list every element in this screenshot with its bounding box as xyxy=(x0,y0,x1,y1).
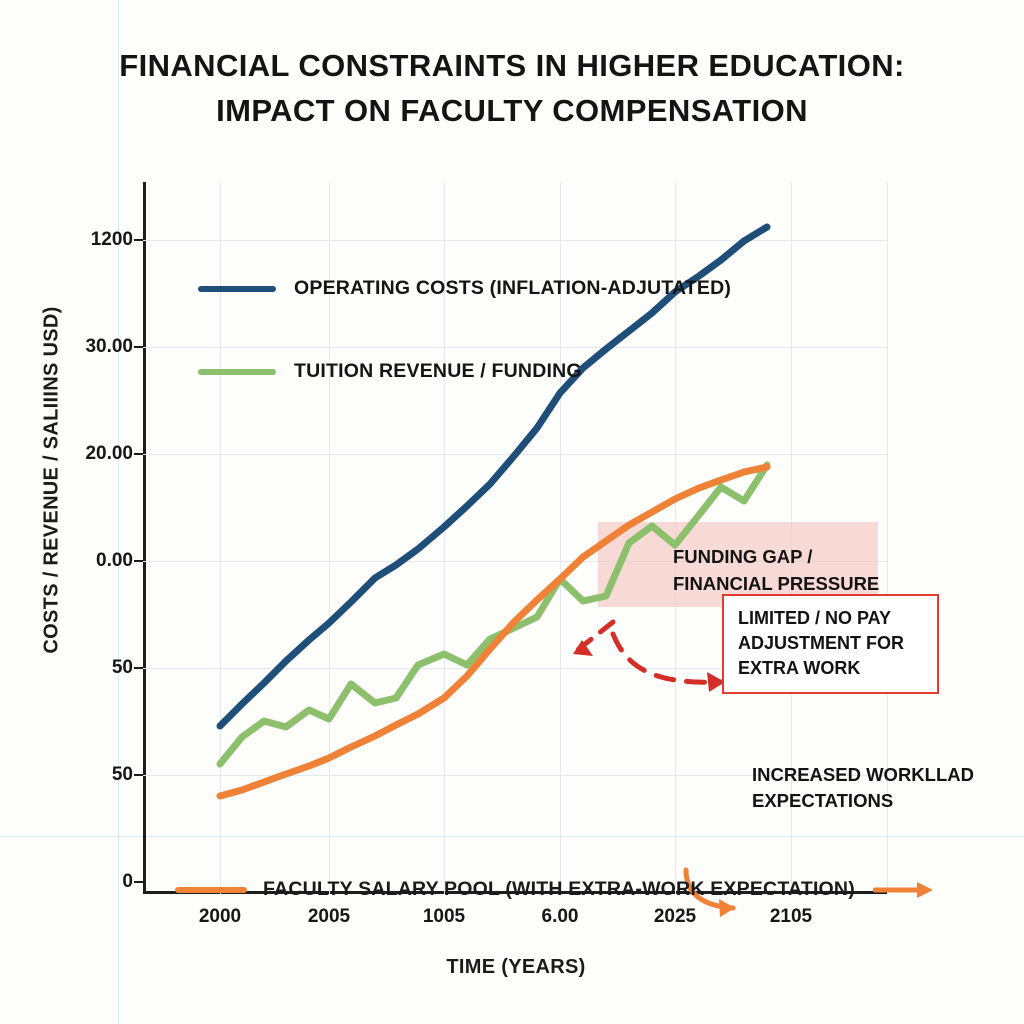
y-axis-label: COSTS / REVENUE / SALIIINS USD) xyxy=(40,306,63,654)
chart-title-line-2: IMPACT ON FACULTY COMPENSATION xyxy=(216,92,808,128)
x-axis-label: TIME (YEARS) xyxy=(446,956,586,978)
legend-swatch-faculty-salary xyxy=(175,887,247,893)
x-tick-label: 2025 xyxy=(653,906,697,927)
y-tick-mark xyxy=(134,346,143,348)
legend-label-operating-costs: OPERATING COSTS (INFLATION-ADJUTATED) xyxy=(294,277,732,299)
callout-line-3: EXTRA WORK xyxy=(738,657,861,678)
callout-line-2: ADJUSTMENT FOR xyxy=(738,632,904,653)
y-tick-label: 50 xyxy=(111,764,133,785)
x-tick-label: 2105 xyxy=(769,906,813,927)
y-tick-mark xyxy=(134,774,143,776)
y-tick-mark xyxy=(134,881,143,883)
pay-adjustment-callout xyxy=(722,594,939,694)
y-tick-label: 20.00 xyxy=(85,443,133,464)
y-tick-mark xyxy=(134,667,143,669)
y-tick-label: 50 xyxy=(111,657,133,678)
legend-label-faculty-salary: FACULTY SALARY POOL (WITH EXTRA-WORK EXPECTATION) xyxy=(263,878,855,900)
chart-title xyxy=(0,44,1024,134)
y-tick-label: 1200 xyxy=(90,229,133,250)
x-tick-label: 2000 xyxy=(198,906,242,927)
y-tick-label: 0.00 xyxy=(96,550,133,571)
callout-line-1: LIMITED / NO PAY xyxy=(738,608,892,628)
funding-gap-annotation-line-2: FINANCIAL PRESSURE xyxy=(673,572,880,594)
funding-gap-annotation-line-1: FUNDING GAP / xyxy=(673,546,813,567)
x-tick-label: 6.00 xyxy=(541,906,579,927)
y-tick-label: 0 xyxy=(122,871,133,892)
legend-label-tuition-revenue: TUITION REVENUE / FUNDING xyxy=(294,360,582,382)
workload-annotation-line-2: EXPECTATIONS xyxy=(752,789,894,811)
y-tick-label: 30.00 xyxy=(85,336,133,357)
workload-annotation-line-1: INCREASED WORKLLAD xyxy=(752,764,974,785)
workload-annotation xyxy=(752,762,974,814)
x-tick-label: 1005 xyxy=(422,906,466,927)
y-tick-mark xyxy=(134,239,143,241)
bottom-legend xyxy=(175,878,935,901)
arrow-right-icon xyxy=(873,881,935,899)
y-tick-mark xyxy=(134,453,143,455)
x-tick-label: 2005 xyxy=(307,906,351,927)
chart-title-line-1: FINANCIAL CONSTRAINTS IN HIGHER EDUCATION: xyxy=(119,48,905,83)
y-tick-mark xyxy=(134,560,143,562)
